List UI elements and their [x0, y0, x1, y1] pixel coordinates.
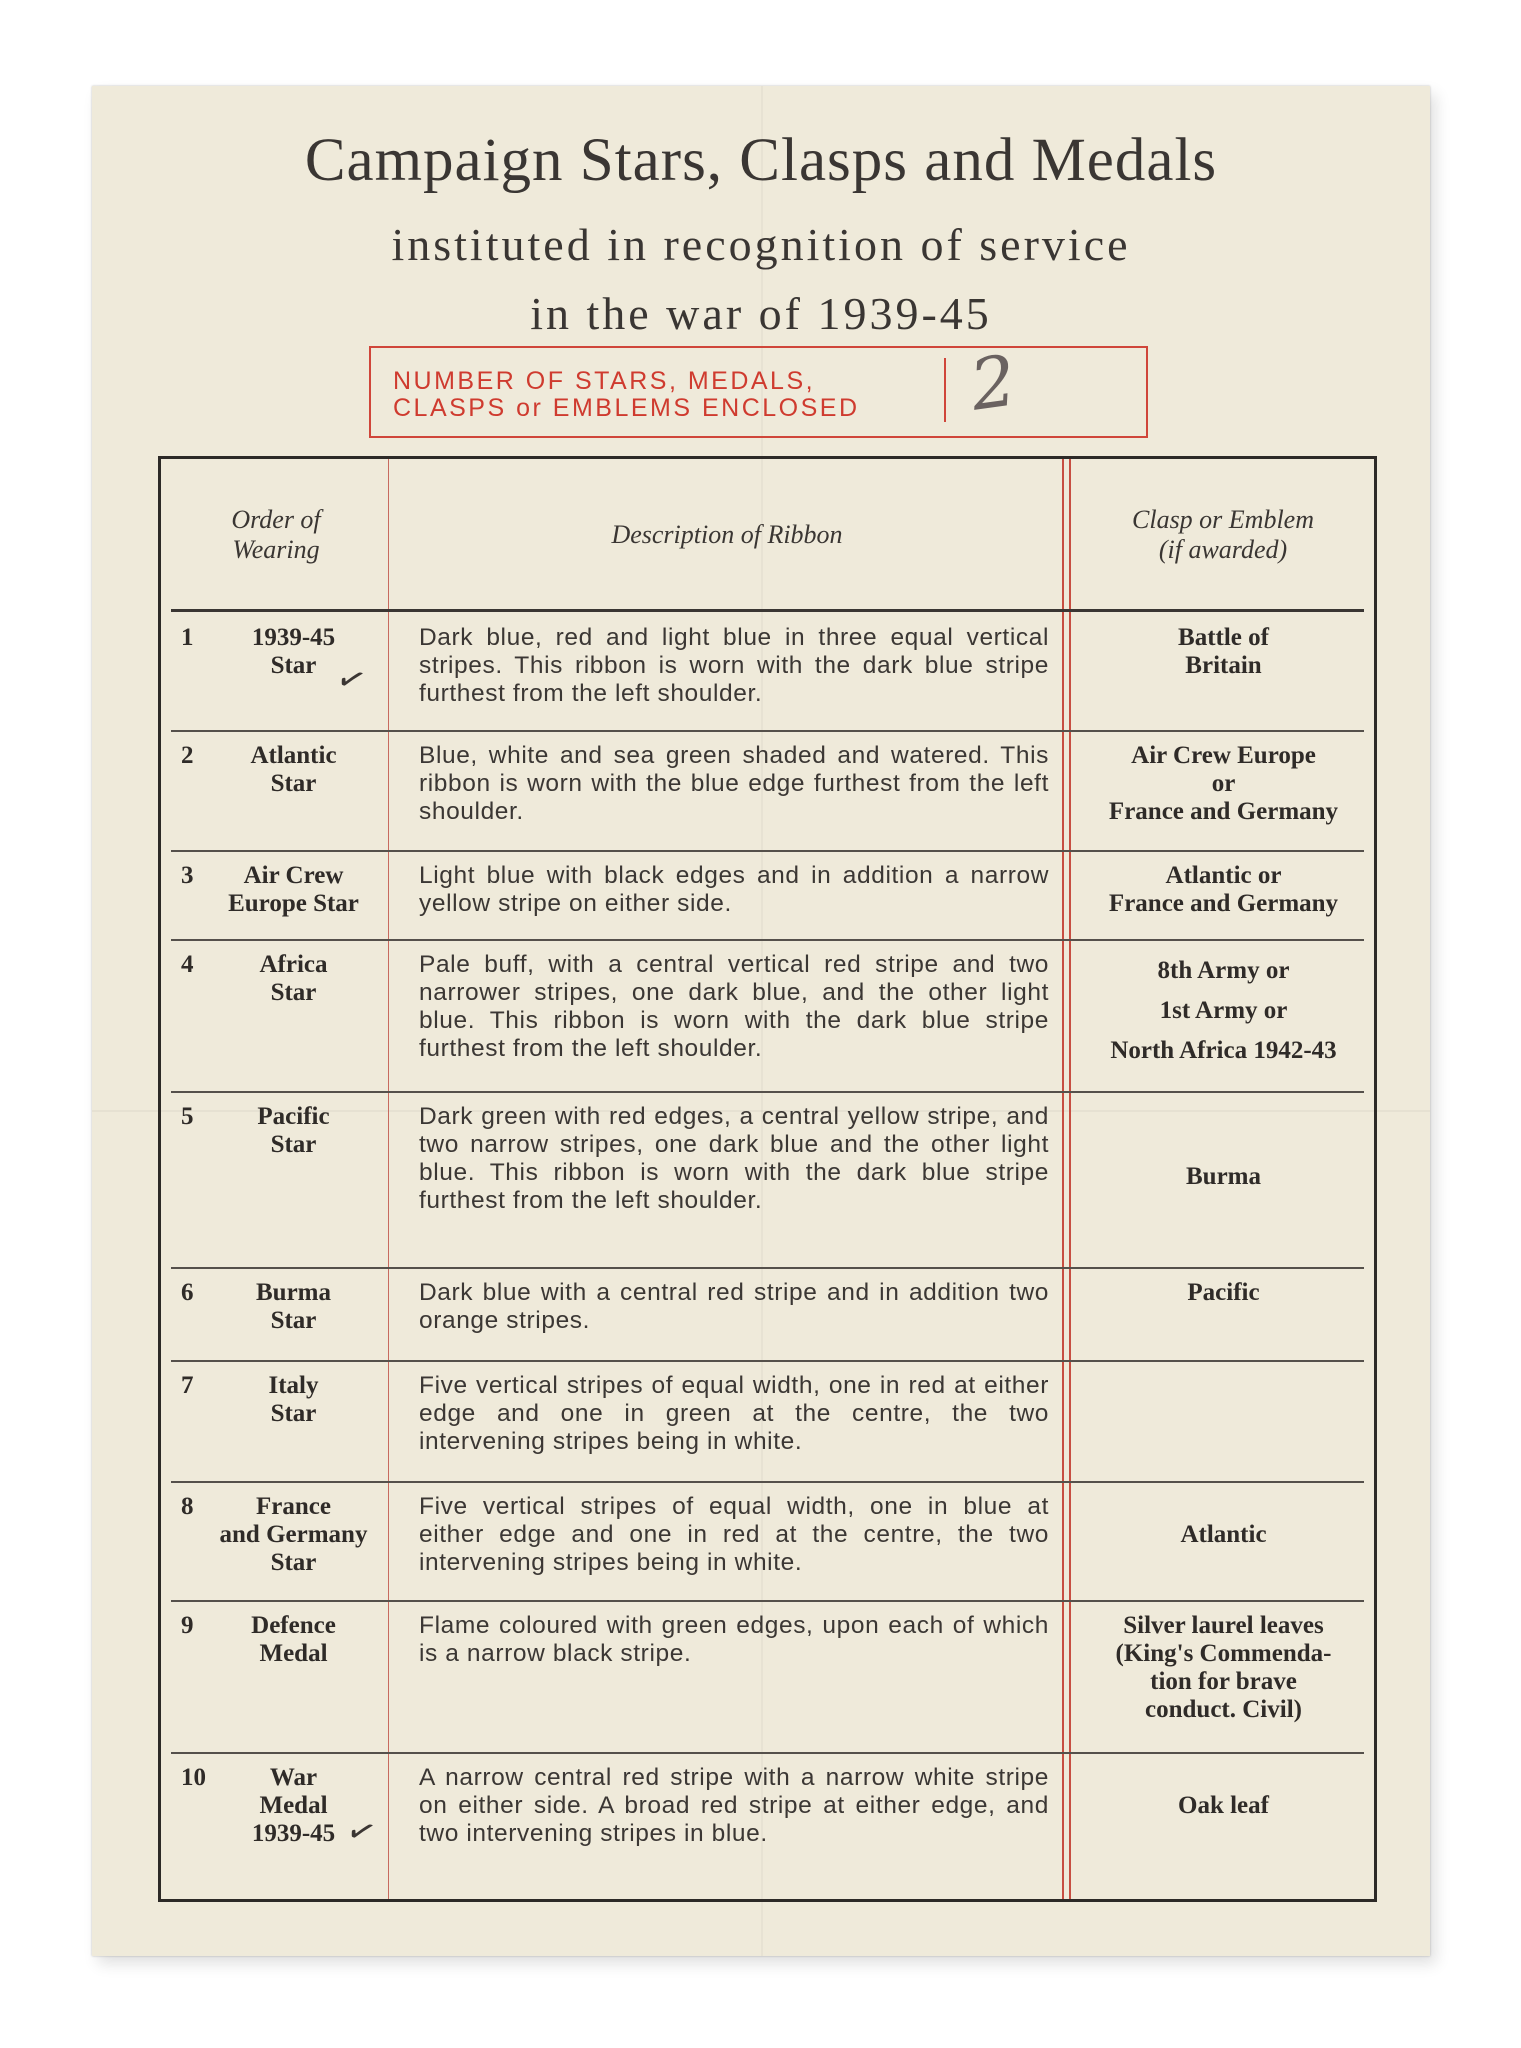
clasp-or-emblem: 8th Army or 1st Army or North Africa 1942-43: [1110, 957, 1337, 1064]
ribbon-description: Dark blue with a central red stripe and in addition two orange stripes.: [419, 1279, 1049, 1334]
document-sheet: [92, 86, 1430, 1956]
order-number: 8: [181, 1493, 194, 1520]
enclosed-count-value: 2: [965, 339, 1022, 427]
enclosed-count-box: [369, 339, 1148, 438]
award-name: Italy Star: [268, 1372, 319, 1427]
award-name: War Medal 1939-45: [251, 1764, 336, 1847]
ribbon-description: Five vertical stripes of equal width, one in blue at either edge and one in red at the centre, the two intervening stripes being in white.: [419, 1493, 1049, 1576]
award-name: 1939-45 Star: [251, 624, 336, 679]
header-description: Description of Ribbon: [611, 520, 843, 549]
order-number: 10: [181, 1764, 206, 1791]
award-name: Defence Medal: [251, 1612, 336, 1667]
check-mark-icon: ✓: [341, 1810, 381, 1855]
award-name: Africa Star: [259, 951, 328, 1006]
clasp-or-emblem: Air Crew Europe or France and Germany: [1108, 742, 1339, 825]
clasp-or-emblem: Battle of Britain: [1178, 624, 1269, 679]
header-text: Wearing: [232, 535, 320, 564]
header-text: Order of: [231, 505, 321, 534]
ribbon-description: Blue, white and sea green shaded and watered. This ribbon is worn with the blue edge furthest from the left shoulder.: [419, 742, 1049, 825]
ribbon-description: Flame coloured with green edges, upon each of which is a narrow black stripe.: [419, 1612, 1049, 1667]
table-row: [161, 730, 1374, 850]
table-row: [161, 1481, 1374, 1600]
order-number: 1: [181, 624, 194, 651]
order-number: 6: [181, 1279, 194, 1306]
award-name: Atlantic Star: [250, 742, 337, 797]
order-number: 9: [181, 1612, 194, 1639]
count-label-line: NUMBER OF STARS, MEDALS,: [393, 367, 816, 395]
ribbon-description: Five vertical stripes of equal width, one in red at either edge and one in green at the centre, the two intervening stripes being in white.: [419, 1372, 1049, 1455]
table-row: [161, 1360, 1374, 1481]
subtitle-line: in the war of 1939-45: [530, 288, 992, 339]
ribbon-description: Light blue with black edges and in addition a narrow yellow stripe on either side.: [419, 862, 1049, 917]
ribbon-description: A narrow central red stripe with a narrow white stripe on either side. A broad red stripe at either edge, and two intervening stripes in blue.: [419, 1764, 1049, 1847]
order-number: 2: [181, 742, 194, 769]
table-row: [161, 1091, 1374, 1267]
header-text: Clasp or Emblem: [1132, 505, 1314, 534]
header-text: (if awarded): [1158, 535, 1288, 564]
clasp-or-emblem: Atlantic: [1180, 1521, 1267, 1548]
page-title: Campaign Stars, Clasps and Medals: [304, 127, 1218, 194]
award-name: Burma Star: [256, 1279, 331, 1334]
table-row: [161, 1752, 1374, 1899]
ribbon-description: Dark blue, red and light blue in three equal vertical stripes. This ribbon is worn with the dark blue stripe furthest from the left shoulder.: [419, 624, 1049, 707]
order-number: 4: [181, 951, 194, 978]
table-row: [161, 612, 1374, 730]
clasp-or-emblem: Oak leaf: [1178, 1792, 1269, 1819]
ribbon-description: Pale buff, with a central vertical red stripe and two narrower stripes, one dark blue, and the other light blue. This ribbon is worn with the dark blue stripe furthest from the left shoulder.: [419, 951, 1049, 1062]
clasp-or-emblem: Silver laurel leaves (King's Commenda- tion for brave conduct. Civil): [1115, 1612, 1332, 1723]
enclosed-count-label: [393, 368, 860, 422]
clasp-or-emblem: Pacific: [1187, 1279, 1260, 1306]
clasp-or-emblem: Burma: [1186, 1163, 1261, 1190]
order-number: 7: [181, 1372, 194, 1399]
clasp-or-emblem: Atlantic or France and Germany: [1108, 862, 1339, 917]
count-label-line: CLASPS or EMBLEMS ENCLOSED: [393, 394, 860, 422]
check-mark-icon: ✓: [331, 658, 371, 703]
subtitle-line: instituted in recognition of service: [391, 219, 1131, 270]
page-subtitle: [92, 210, 1430, 348]
order-number: 5: [181, 1103, 194, 1130]
ribbon-description: Dark green with red edges, a central yellow stripe, and two narrow stripes, one dark blue and the other light blue. This ribbon is worn with the dark blue stripe furthest from the left shoulder.: [419, 1103, 1049, 1214]
header-clasp-or-emblem: [1073, 505, 1373, 565]
count-divider: [944, 358, 946, 422]
table-header: [161, 459, 1374, 609]
table-row: [161, 850, 1374, 939]
award-name: Air Crew Europe Star: [228, 862, 359, 917]
header-order-of-wearing: [171, 505, 381, 565]
table-row: [161, 1267, 1374, 1360]
awards-table: [158, 456, 1377, 1902]
order-number: 3: [181, 862, 194, 889]
award-name: France and Germany Star: [219, 1493, 368, 1576]
table-row: [161, 1600, 1374, 1752]
table-row: [161, 939, 1374, 1091]
award-name: Pacific Star: [257, 1103, 330, 1158]
